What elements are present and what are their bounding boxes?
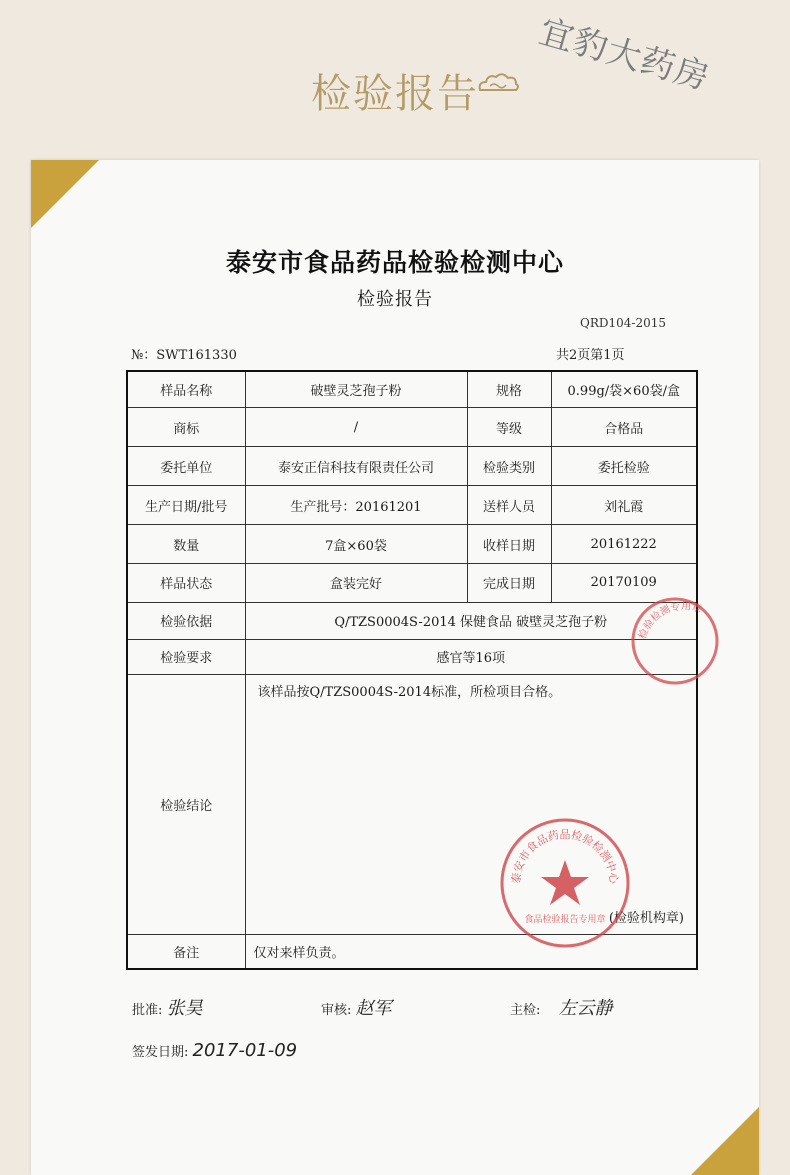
seal-sub-text: 食品检验报告专用章 xyxy=(524,915,606,925)
basis-value: Q/TZS0004S-2014 保健食品 破壁灵芝孢子粉 xyxy=(245,602,697,639)
side-seal-text: 检验检测专用章 xyxy=(637,601,703,641)
inspect-label: 主检: xyxy=(510,1003,541,1018)
table-row xyxy=(127,602,697,639)
grade-value: 合格品 xyxy=(551,408,697,447)
report-title: 检验报告 xyxy=(357,289,433,310)
seal-label: (检验机构章) xyxy=(608,910,684,926)
test-type-value: 委托检验 xyxy=(551,447,697,486)
field-label: 检验类别 xyxy=(467,447,551,486)
banner xyxy=(0,62,790,119)
field-label: 商标 xyxy=(127,408,245,447)
inspection-seal xyxy=(498,816,632,950)
field-label: 检验结论 xyxy=(127,674,245,934)
field-label: 等级 xyxy=(467,408,551,447)
field-label: 检验依据 xyxy=(127,602,245,639)
field-label: 数量 xyxy=(127,525,245,564)
table-row xyxy=(127,408,697,447)
seal-ring-text: 泰安市食品药品检验检测中心 xyxy=(509,828,621,885)
review-label: 审核: xyxy=(321,1003,352,1018)
production-batch-value: 生产批号：20161201 xyxy=(245,486,467,525)
svg-text:检验检测专用章 xyxy=(635,599,703,640)
approve-label: 批准: xyxy=(132,1003,163,1018)
field-label: 样品名称 xyxy=(127,371,245,408)
inspect-name: 左云静 xyxy=(558,998,613,1019)
conclusion-value: 该样品按Q/TZS0004S-2014标准，所检项目合格。 xyxy=(257,684,562,700)
field-label: 检验要求 xyxy=(127,639,245,674)
approve-name: 张昊 xyxy=(166,998,203,1019)
table-row xyxy=(127,447,697,486)
approve-signature xyxy=(132,994,203,1020)
field-label: 送样人员 xyxy=(467,486,551,525)
table-row xyxy=(127,525,697,564)
quantity-value: 7盒×60袋 xyxy=(245,525,467,564)
remark-value: 仅对来样负责。 xyxy=(245,934,697,969)
corner-ornament-top-left xyxy=(31,160,99,228)
organization-title: 泰安市食品药品检验检测中心 xyxy=(225,248,564,277)
form-code: QRD104-2015 xyxy=(580,316,666,330)
side-seal xyxy=(630,586,720,696)
receive-date-value: 20161222 xyxy=(551,525,697,564)
watermark: 宜豹大药房 xyxy=(534,11,715,99)
field-label: 收样日期 xyxy=(467,525,551,564)
issue-date xyxy=(132,1040,297,1061)
table-row xyxy=(127,639,697,674)
field-label: 生产日期/批号 xyxy=(127,486,245,525)
field-label: 样品状态 xyxy=(127,563,245,602)
table-row xyxy=(127,486,697,525)
banner-title: 检验报告 xyxy=(311,71,479,117)
inspect-signature xyxy=(510,994,613,1020)
issue-date-value: 2017-01-09 xyxy=(192,1040,298,1061)
field-label: 备注 xyxy=(127,934,245,969)
requirement-value: 感官等16项 xyxy=(245,639,697,674)
report-number: №：SWT161330 xyxy=(131,348,237,363)
cloud-ornament-icon xyxy=(476,70,520,96)
corner-ornament-bottom-right xyxy=(691,1107,759,1175)
sample-state-value: 盒装完好 xyxy=(245,563,467,602)
table-row xyxy=(127,563,697,602)
page-count: 共2页第1页 xyxy=(556,348,625,363)
sample-name-value: 破壁灵芝孢子粉 xyxy=(245,371,467,408)
issue-label: 签发日期: xyxy=(132,1045,189,1060)
spec-value: 0.99g/袋×60袋/盒 xyxy=(551,371,697,408)
review-name: 赵军 xyxy=(355,998,392,1019)
brand-value: / xyxy=(245,408,467,447)
sender-value: 刘礼霞 xyxy=(551,486,697,525)
review-signature xyxy=(321,994,392,1020)
table-row xyxy=(127,371,697,408)
field-label: 规格 xyxy=(467,371,551,408)
field-label: 委托单位 xyxy=(127,447,245,486)
client-value: 泰安正信科技有限责任公司 xyxy=(245,447,467,486)
field-label: 完成日期 xyxy=(467,563,551,602)
finish-date-value: 20170109 xyxy=(551,563,697,602)
